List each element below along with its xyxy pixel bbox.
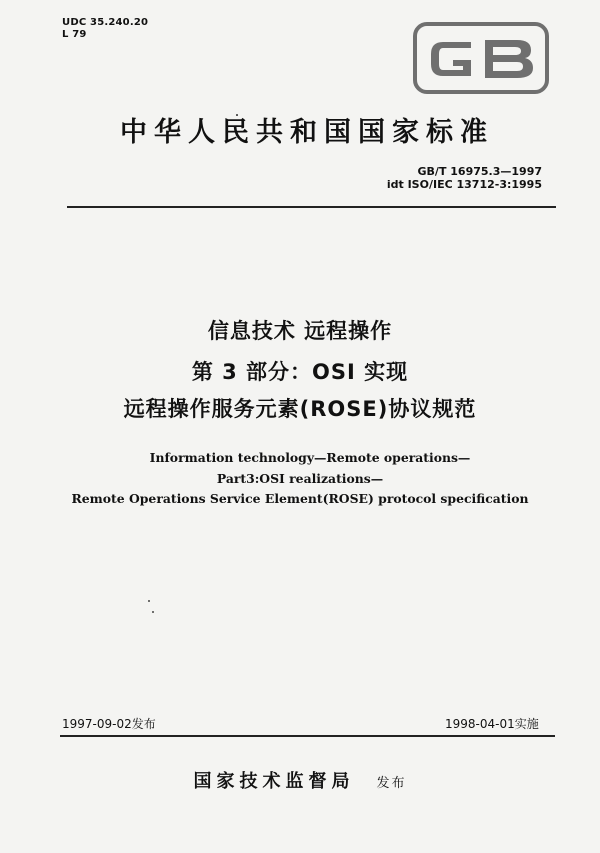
implementation-date: 1998-04-01实施 bbox=[445, 717, 539, 731]
issuer-line bbox=[0, 767, 600, 793]
title-zh-line3: 远程操作服务元素(ROSE)协议规范 bbox=[123, 397, 477, 421]
top-divider bbox=[67, 206, 556, 208]
title-en-line2: Part3:OSI realizations— bbox=[216, 471, 384, 486]
standard-number: GB/T 16975.3—1997 bbox=[417, 165, 542, 178]
title-en-line3: Remote Operations Service Element(ROSE) protocol specification bbox=[71, 491, 529, 506]
gb-logo bbox=[413, 22, 549, 94]
title-zh-line1: 信息技术 远程操作 bbox=[207, 319, 393, 343]
udc-code: UDC 35.240.20 bbox=[62, 17, 149, 28]
standard-adoption: idt ISO/IEC 13712-3:1995 bbox=[386, 178, 542, 191]
ccs-code: L 79 bbox=[62, 29, 87, 40]
scan-speck bbox=[152, 611, 154, 613]
scan-speck bbox=[148, 600, 150, 602]
title-zh-line2: 第 3 部分：OSI 实现 bbox=[191, 360, 409, 384]
issuer-action: 发布 bbox=[376, 776, 407, 791]
issuer-name: 国家技术监督局 bbox=[193, 771, 355, 792]
title-en-line1: Information technology—Remote operations— bbox=[149, 450, 471, 465]
scan-speck bbox=[236, 114, 238, 116]
national-standard-title: 中华人民共和国国家标准 bbox=[120, 117, 494, 148]
bottom-divider bbox=[60, 735, 555, 737]
issue-date: 1997-09-02发布 bbox=[62, 717, 156, 731]
